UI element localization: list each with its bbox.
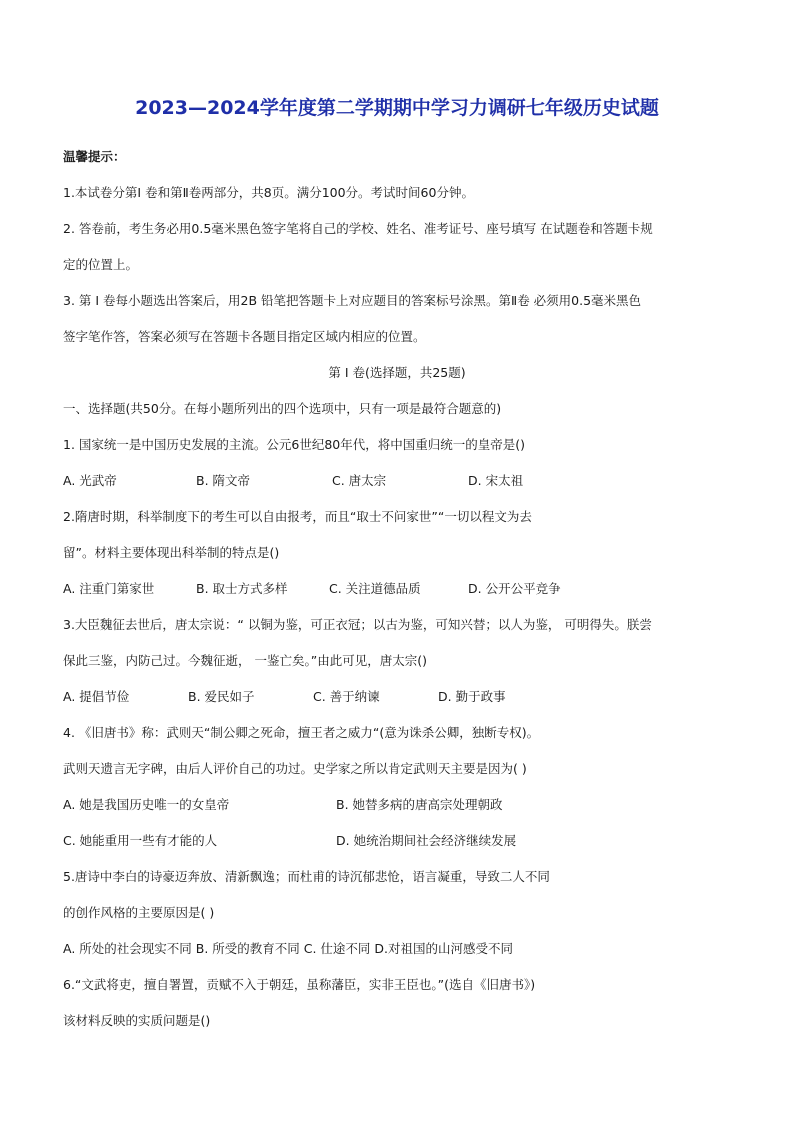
notice-item-2-line-2: 定的位置上。 (63, 257, 139, 272)
notice-item-1: 1.本试卷分第Ⅰ 卷和第Ⅱ卷两部分，共8页。满分100分。考试时间60分钟。 (63, 185, 474, 200)
question-2-stem-line-2: 留”。材料主要体现出科举制的特点是() (63, 545, 280, 560)
question-3-stem-line-2: 保此三鉴，内防己过。今魏征逝， 一鉴亡矣。”由此可见，唐太宗() (63, 653, 427, 668)
question-1-option-d: D. 宋太祖 (468, 473, 524, 488)
notice-item-2-line-1: 2. 答卷前，考生务必用0.5毫米黑色签字笔将自己的学校、姓名、准考证号、座号填写 在试题卷和答题卡规 (63, 221, 653, 236)
question-6-stem-line-1: 6.“文武将吏，擅自署置，贡赋不入于朝廷，虽称藩臣，实非王臣也。”(选自《旧唐书》) (63, 977, 536, 992)
question-2-option-b: B. 取士方式多样 (196, 581, 288, 596)
question-3-stem-line-1: 3.大臣魏征去世后，唐太宗说：“ 以铜为鉴，可正衣冠；以古为鉴，可知兴替；以人为鉴， 可明得失。朕尝 (63, 617, 652, 632)
question-2-options (63, 580, 561, 598)
question-2-stem-line-1: 2.隋唐时期，科举制度下的考生可以自由报考，而且“取士不问家世”“一切以程文为去 (63, 509, 532, 524)
question-4-option-b: B. 她替多病的唐高宗处理朝政 (336, 797, 503, 812)
question-4-option-a: A. 她是我国历史唯一的女皇帝 (63, 797, 230, 812)
question-5-stem-line-2: 的创作风格的主要原因是( ) (63, 905, 215, 920)
question-3-option-c: C. 善于纳谏 (313, 689, 380, 704)
question-6-stem-line-2: 该材料反映的实质问题是() (63, 1013, 211, 1028)
notice-item-3-line-2: 签字笔作答，答案必须写在答题卡各题目指定区域内相应的位置。 (63, 329, 426, 344)
question-4-options-row-2 (63, 832, 516, 850)
question-1-stem: 1. 国家统一是中国历史发展的主流。公元6世纪80年代，将中国重归统一的皇帝是() (63, 437, 526, 452)
question-4-option-c: C. 她能重用一些有才能的人 (63, 833, 218, 848)
part-instruction: 一、选择题(共50分。在每小题所列出的四个选项中，只有一项是最符合题意的) (63, 401, 502, 416)
section-title: 第 Ⅰ 卷(选择题，共25题) (328, 365, 466, 380)
exam-title: 2023—2024学年度第二学期期中学习力调研七年级历史试题 (135, 97, 659, 119)
notice-item-3-line-1: 3. 第 Ⅰ 卷每小题选出答案后，用2B 铅笔把答题卡上对应题目的答案标号涂黑。第Ⅱ卷 必须用0.5毫米黑色 (63, 293, 642, 308)
question-1-option-c: C. 唐太宗 (332, 473, 387, 488)
question-4-option-d: D. 她统治期间社会经济继续发展 (336, 833, 517, 848)
question-2-option-c: C. 关注道德品质 (329, 581, 421, 596)
question-1-option-a: A. 光武帝 (63, 473, 117, 488)
question-4-options-row-1 (63, 796, 503, 814)
question-3-option-a: A. 提倡节俭 (63, 689, 130, 704)
question-4-stem-line-2: 武则天遗言无字碑，由后人评价自己的功过。史学家之所以肯定武则天主要是因为( ) (63, 761, 527, 776)
question-5-options: A. 所处的社会现实不同 B. 所受的教育不同 C. 仕途不同 D.对祖国的山河感受不同 (63, 941, 513, 956)
question-3-options (63, 688, 506, 706)
question-2-option-a: A. 注重门第家世 (63, 581, 155, 596)
question-3-option-b: B. 爱民如子 (188, 689, 255, 704)
question-2-option-d: D. 公开公平竞争 (468, 581, 561, 596)
notice-heading: 温馨提示： (63, 149, 126, 164)
question-1-options (63, 472, 523, 490)
question-3-option-d: D. 勤于政事 (438, 689, 506, 704)
question-5-stem-line-1: 5.唐诗中李白的诗豪迈奔放、清新飘逸；而杜甫的诗沉郁悲怆，语言凝重，导致二人不同 (63, 869, 550, 884)
question-4-stem-line-1: 4. 《旧唐书》称：武则天“制公卿之死命，擅王者之威力“(意为诛杀公卿，独断专权)。 (63, 725, 540, 740)
question-1-option-b: B. 隋文帝 (196, 473, 251, 488)
